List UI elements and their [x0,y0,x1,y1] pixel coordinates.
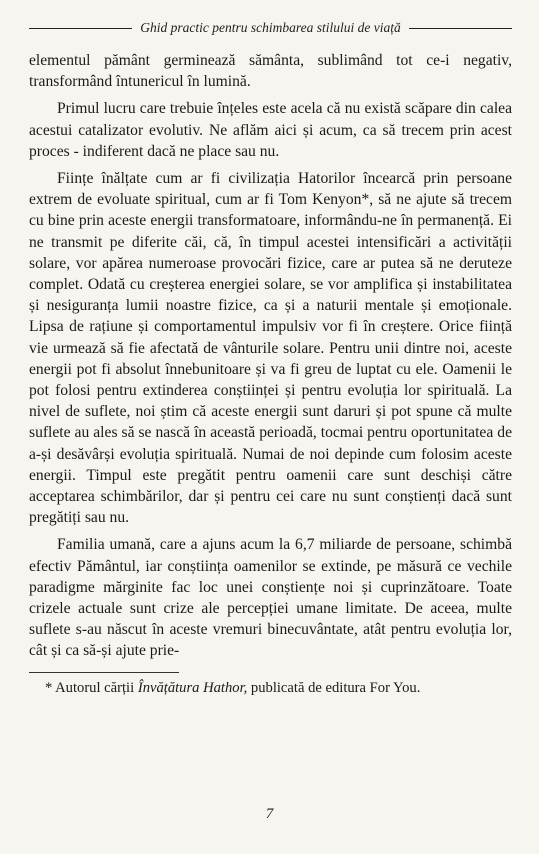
footnote-separator [29,672,179,673]
paragraph: Ființe înălțate cum ar fi civilizația Hatorilor încearcă prin persoane extrem de evoluate spiritual, cum ar fi Tom Kenyon*, să ne ajute să trecem cu bine prin aceste energii transformatoare, informându-ne în permanență. Ei ne transmit pe diferite căi, că, în timpul acestei intensificări a activității solare, vor apărea numeroase provocări fizice, care ar putea să ne deruteze complet. Odată cu creșterea energiei solare, se vor amplifica și instabilitatea și nesiguranța lumii noastre fizice, ca și a naturii mentale și emoționale. Lipsa de rațiune și comportamentul impulsiv vor fi în creștere. Orice ființă vie urmează să fie afectată de vânturile solare. Pentru unii dintre noi, aceste energii pot fi absolut înnebunitoare și va fi greu de luptat cu ele. Oamenii le pot folosi pentru extinderea conștiinței și pentru evoluția lor spirituală. La nivel de suflete, noi știm că aceste energii sunt daruri și pot spune că multe suflete au ales să se nască în această perioadă, tocmai pentru oportunitatea de a-și desăvârși evoluția spirituală. Numai de noi depinde cum folosim aceste energii. Timpul este pregătit pentru oamenii care sunt deschiși către acceptarea schimbărilor, dar și pentru cei care nu sunt conștienți dacă sunt pregătiți sau nu. [29,170,512,527]
paragraph: Familia umană, care a ajuns acum la 6,7 miliarde de persoane, schimbă efectiv Pământul, iar conștiința oamenilor se extinde, pe măsură ce vechile paradigme mărginite fac loc unei conștiențe noi și cuprinzătoare. Toate crizele actuale sunt crize ale percepției umane limitate. De aceea, multe suflete s-au născut în aceste vremuri binecuvântate, atât pentru evoluția lor, cât și ca să-și ajute prie- [29,536,512,660]
page-number: 7 [265,806,274,822]
body-text [29,50,512,662]
footnote [29,679,512,697]
running-header-title: Ghid practic pentru schimbarea stilului de viață [140,20,401,35]
header-rule-left [29,28,132,29]
paragraph: Primul lucru care trebuie înțeles este acela că nu există scăpare din calea acestui catalizator evolutiv. Ne aflăm aici și acum, ca să trecem prin acest proces - indiferent dacă ne place sau nu. [29,100,512,160]
paragraph-continuation: elementul pământ germinează sământa, sublimând tot ce-i negativ, transformând întunericul în lumină. [29,52,512,91]
footnote-suffix: publicată de editura For You. [247,679,421,696]
footnote-book-title: Învățătura Hathor, [137,679,248,696]
footnote-prefix: * Autorul cărții [45,679,138,696]
header-rule-right [409,28,512,29]
running-header [29,20,512,36]
